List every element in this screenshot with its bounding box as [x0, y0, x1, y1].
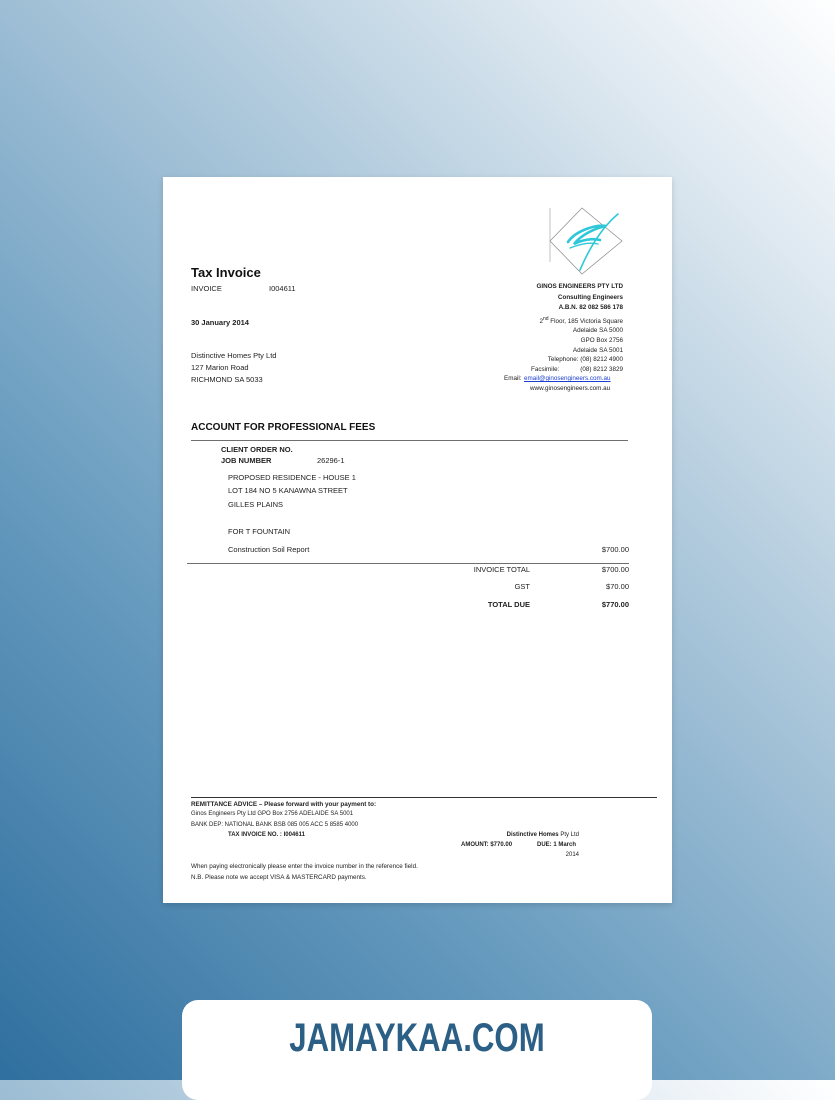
floor-suffix: nd — [542, 316, 549, 322]
item-amount: $700.00 — [601, 545, 629, 554]
watermark-banner — [182, 1000, 652, 1100]
company-email-link[interactable]: email@ginosengineers.com.au — [524, 375, 611, 382]
client-street: 127 Marion Road — [191, 363, 249, 372]
account-divider — [191, 440, 628, 441]
remittance-address: Ginos Engineers Pty Ltd GPO Box 2756 ADELAIDE SA 5001 — [191, 811, 354, 817]
due-value: 1 March — [553, 842, 577, 848]
invoice-number: I004611 — [269, 284, 296, 293]
address-line1-rest: Floor, 185 Victoria Square — [548, 318, 623, 326]
invoice-document — [163, 177, 672, 903]
company-po-city: Adelaide SA 5001 — [572, 347, 623, 354]
document-title: Tax Invoice — [191, 265, 261, 280]
gst-label: GST — [514, 582, 530, 591]
project-line2: LOT 184 NO 5 KANAWNA STREET — [228, 486, 348, 495]
remittance-amount — [461, 842, 512, 848]
company-logo-icon — [546, 204, 626, 278]
remittance-client — [507, 832, 579, 838]
due-year: 2014 — [565, 852, 579, 858]
items-divider — [187, 563, 629, 564]
invoice-total: $700.00 — [601, 565, 629, 574]
company-name: GINOS ENGINEERS PTY LTD — [536, 283, 623, 290]
client-order-label: CLIENT ORDER NO. — [221, 445, 293, 454]
company-facsimile: (08) 8212 3829 — [580, 366, 623, 373]
company-facsimile-label: Facsimile: — [531, 366, 560, 373]
tax-invoice-number: I004611 — [283, 832, 305, 838]
remittance-client-bold: Distinctive Homes — [506, 832, 559, 838]
company-website: www.ginosengineers.com.au — [530, 385, 611, 392]
remittance-due — [537, 842, 576, 848]
client-city: RICHMOND SA 5033 — [191, 375, 263, 384]
company-email-label: Email: — [504, 375, 522, 382]
total-due-label: TOTAL DUE — [487, 600, 530, 609]
remittance-client-rest: Pty Ltd — [558, 832, 579, 838]
banner-text: JAMAYKAA.COM — [289, 1016, 545, 1060]
invoice-label: INVOICE — [191, 284, 222, 293]
for-line: FOR T FOUNTAIN — [228, 527, 291, 536]
remittance-note1: When paying electronically please enter the invoice number in the reference field. — [191, 863, 418, 870]
job-number: 26296-1 — [317, 456, 345, 465]
company-telephone: Telephone: (08) 8212 4900 — [547, 356, 623, 363]
project-line1: PROPOSED RESIDENCE - HOUSE 1 — [228, 473, 356, 482]
company-po-box: GPO Box 2756 — [580, 337, 623, 344]
invoice-date: 30 January 2014 — [191, 318, 249, 327]
job-number-label: JOB NUMBER — [221, 456, 272, 465]
remittance-divider — [191, 797, 657, 798]
total-due: $770.00 — [601, 600, 629, 609]
company-address-line2: Adelaide SA 5000 — [572, 327, 623, 334]
amount-label: AMOUNT: — [461, 842, 489, 848]
remittance-heading: REMITTANCE ADVICE – Please forward with your payment to: — [191, 801, 377, 808]
client-name: Distinctive Homes Pty Ltd — [191, 351, 277, 360]
item-description: Construction Soil Report — [228, 545, 310, 554]
company-abn: A.B.N. 82 082 586 178 — [558, 304, 623, 311]
tax-invoice-label: TAX INVOICE NO. : — [228, 832, 282, 838]
gst-amount: $70.00 — [606, 582, 629, 591]
company-subtitle: Consulting Engineers — [557, 294, 623, 301]
remittance-note2: N.B. Please note we accept VISA & MASTERCARD payments. — [191, 874, 367, 881]
remittance-bank: BANK DEP: NATIONAL BANK BSB 085 005 ACC 5 8585 4000 — [191, 822, 359, 828]
account-heading: ACCOUNT FOR PROFESSIONAL FEES — [191, 422, 376, 433]
project-line3: GILLES PLAINS — [228, 500, 284, 509]
tax-invoice-line — [228, 832, 305, 838]
floor-number: 2 — [539, 318, 543, 326]
amount-value: $770.00 — [490, 842, 513, 848]
due-label: DUE: — [537, 842, 552, 848]
company-address-line1 — [539, 316, 623, 325]
invoice-total-label: INVOICE TOTAL — [473, 565, 530, 574]
